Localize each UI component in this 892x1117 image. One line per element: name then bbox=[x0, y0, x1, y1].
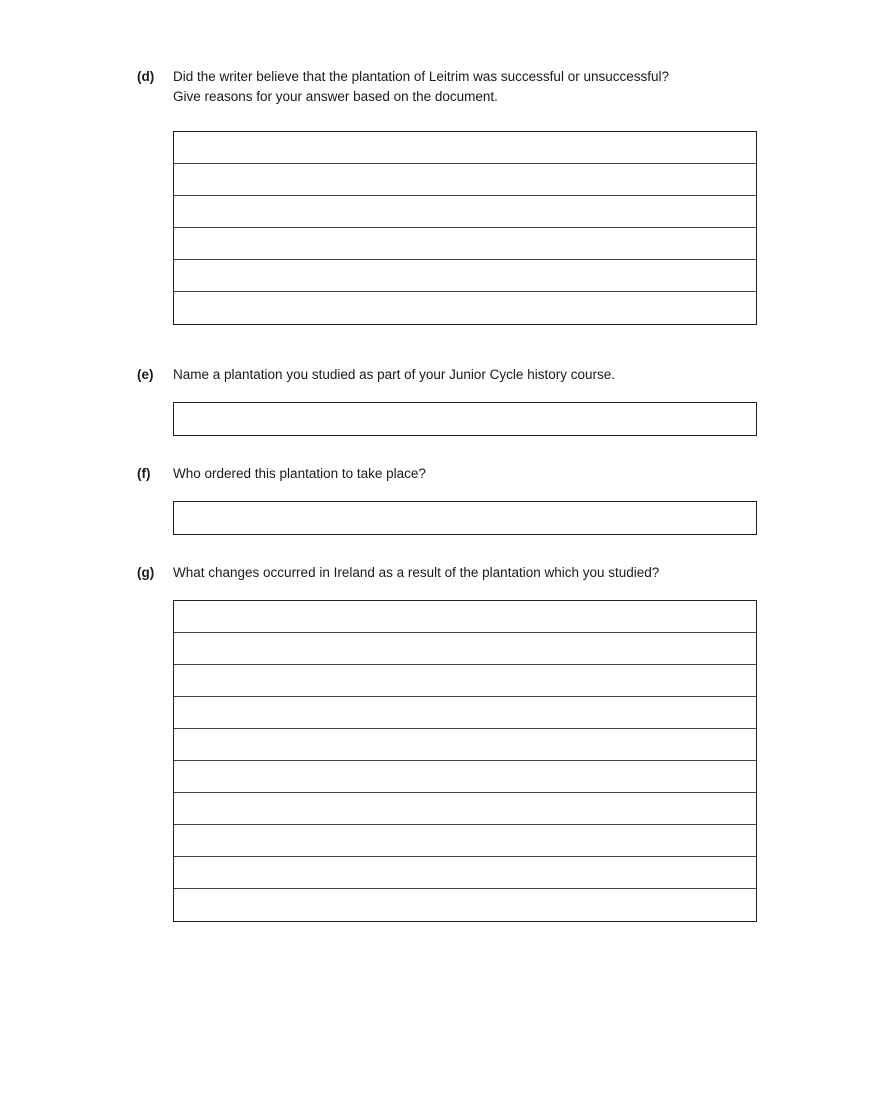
question-g-label: (g) bbox=[137, 565, 155, 580]
question-e-label: (e) bbox=[137, 367, 154, 382]
answer-line[interactable] bbox=[174, 196, 756, 228]
answer-line[interactable] bbox=[174, 793, 756, 825]
answer-line[interactable] bbox=[174, 697, 756, 729]
question-g-line-1: What changes occurred in Ireland as a result of the plantation which you studied? bbox=[173, 565, 660, 580]
answer-line[interactable] bbox=[174, 889, 756, 921]
answer-line[interactable] bbox=[174, 132, 756, 164]
answer-line[interactable] bbox=[174, 665, 756, 697]
answer-line[interactable] bbox=[174, 164, 756, 196]
question-e-text bbox=[173, 365, 773, 385]
answer-line[interactable] bbox=[174, 825, 756, 857]
answer-box-g[interactable] bbox=[173, 600, 757, 922]
question-f-label: (f) bbox=[137, 466, 151, 481]
answer-box-f[interactable] bbox=[173, 501, 757, 535]
answer-box-e[interactable] bbox=[173, 402, 757, 436]
answer-line[interactable] bbox=[174, 857, 756, 889]
answer-line[interactable] bbox=[174, 228, 756, 260]
question-d-line-1: Did the writer believe that the plantation of Leitrim was successful or unsuccessful? bbox=[173, 69, 669, 84]
answer-line[interactable] bbox=[174, 260, 756, 292]
question-g-text bbox=[173, 563, 773, 583]
answer-line[interactable] bbox=[174, 729, 756, 761]
answer-line[interactable] bbox=[174, 292, 756, 324]
answer-line[interactable] bbox=[174, 633, 756, 665]
answer-line[interactable] bbox=[174, 761, 756, 793]
answer-line[interactable] bbox=[174, 601, 756, 633]
question-f-text bbox=[173, 464, 773, 484]
answer-box-d[interactable] bbox=[173, 131, 757, 325]
question-f-line-1: Who ordered this plantation to take place? bbox=[173, 466, 426, 481]
question-d-text bbox=[173, 67, 773, 107]
question-d-line-2: Give reasons for your answer based on the document. bbox=[173, 89, 498, 104]
question-d-label: (d) bbox=[137, 69, 155, 84]
question-e-line-1: Name a plantation you studied as part of your Junior Cycle history course. bbox=[173, 367, 615, 382]
